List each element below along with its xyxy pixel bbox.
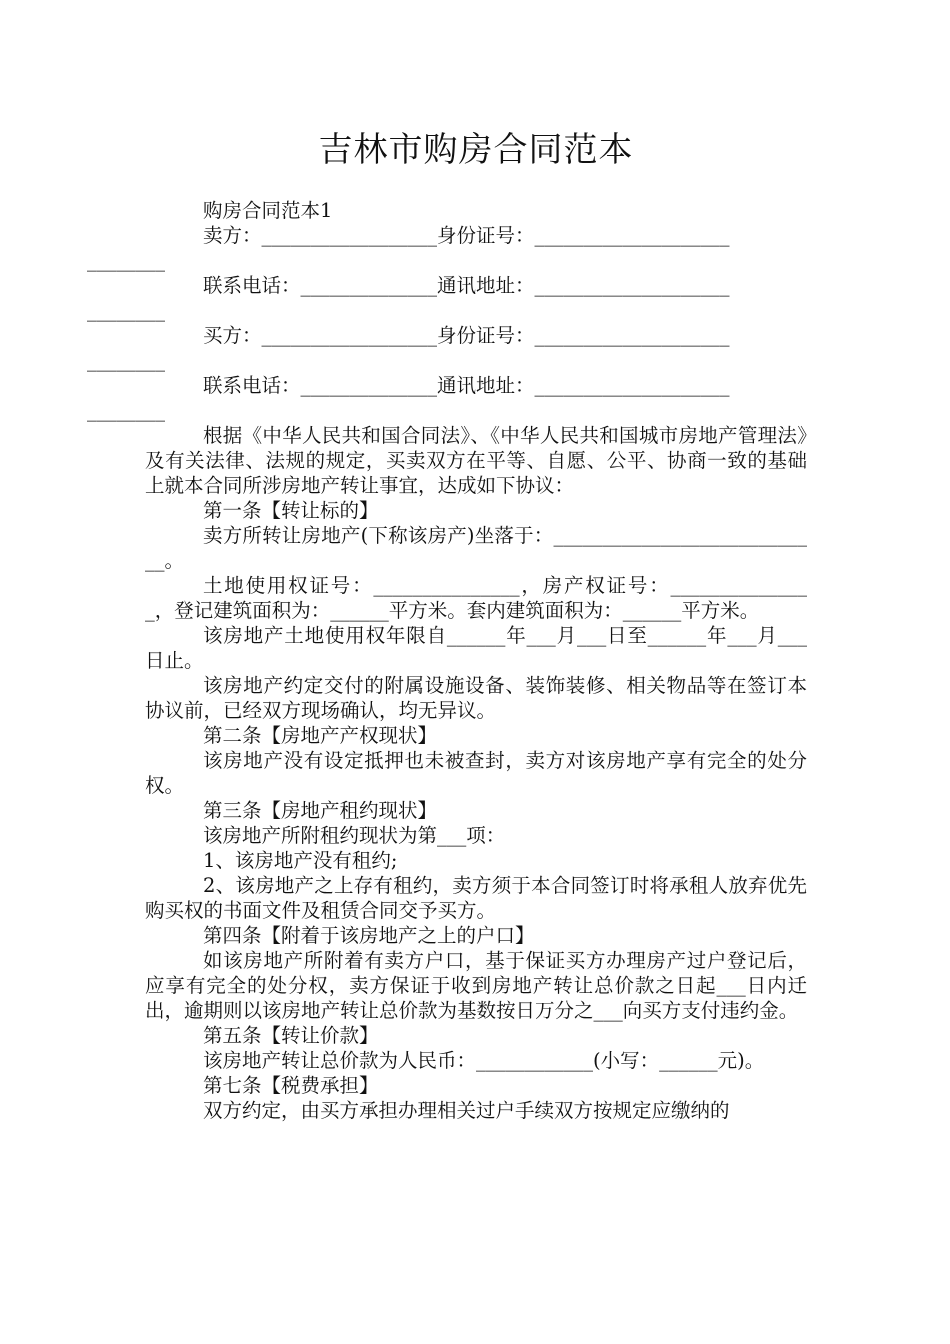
buyer-contact-line: 联系电话：______________通讯地址：____________________ ________	[87, 374, 730, 422]
article-1-certificates: 土地使用权证号：_______________，房产权证号：_______________，登记建筑面积为：______平方米。套内建筑面积为：______平方米。	[145, 574, 807, 622]
article-1-term: 该房地产土地使用权年限自______年___月___日至______年___月___日止。	[145, 624, 807, 672]
article-4-heading: 第四条【附着于该房地产之上的户口】	[203, 924, 535, 947]
article-7-heading: 第七条【税费承担】	[203, 1074, 379, 1097]
article-2-heading: 第二条【房地产产权现状】	[203, 724, 438, 747]
document-title: 吉林市购房合同范本	[318, 130, 634, 170]
article-3-intro: 该房地产所附租约现状为第___项：	[203, 824, 506, 847]
article-1-heading: 第一条【转让标的】	[203, 499, 379, 522]
seller-line: 卖方：__________________身份证号：____________________ ________	[87, 224, 730, 272]
article-4-text: 如该房地产所附着有卖方户口，基于保证买方办理房产过户登记后，应享有完全的处分权，卖方保证于收到房地产转让总价款之日起___日内迁出，逾期则以该房地产转让总价款为基数按日万分之___向买方支付违约金。	[145, 949, 807, 1022]
seller-contact-line: 联系电话：______________通讯地址：____________________ ________	[87, 274, 730, 322]
article-7-text: 双方约定，由买方承担办理相关过户手续双方按规定应缴纳的	[203, 1099, 730, 1122]
buyer-line: 买方：__________________身份证号：____________________ ________	[87, 324, 730, 372]
article-3-heading: 第三条【房地产租约现状】	[203, 799, 438, 822]
document-body	[87, 198, 807, 1123]
article-2-text: 该房地产没有设定抵押也未被查封，卖方对该房地产享有完全的处分权。	[145, 749, 807, 797]
article-5-heading: 第五条【转让价款】	[203, 1024, 379, 1047]
intro-paragraph: 根据《中华人民共和国合同法》、《中华人民共和国城市房地产管理法》及有关法律、法规的规定，买卖双方在平等、自愿、公平、协商一致的基础上就本合同所涉房地产转让事宜，达成如下协议：	[145, 424, 807, 497]
article-5-text: 该房地产转让总价款为人民币：____________(小写：______元)。	[203, 1049, 765, 1072]
article-3-item-1: 1、该房地产没有租约;	[203, 849, 398, 872]
article-3-item-2: 2、该房地产之上存有租约，卖方须于本合同签订时将承租人放弃优先购买权的书面文件及租赁合同交予买方。	[145, 874, 807, 922]
subtitle: 购房合同范本1	[203, 199, 333, 222]
article-1-location: 卖方所转让房地产(下称该房产)坐落于：____________________________。	[145, 524, 807, 572]
article-1-facilities: 该房地产约定交付的附属设施设备、装饰装修、相关物品等在签订本协议前，已经双方现场确认，均无异议。	[145, 674, 807, 722]
